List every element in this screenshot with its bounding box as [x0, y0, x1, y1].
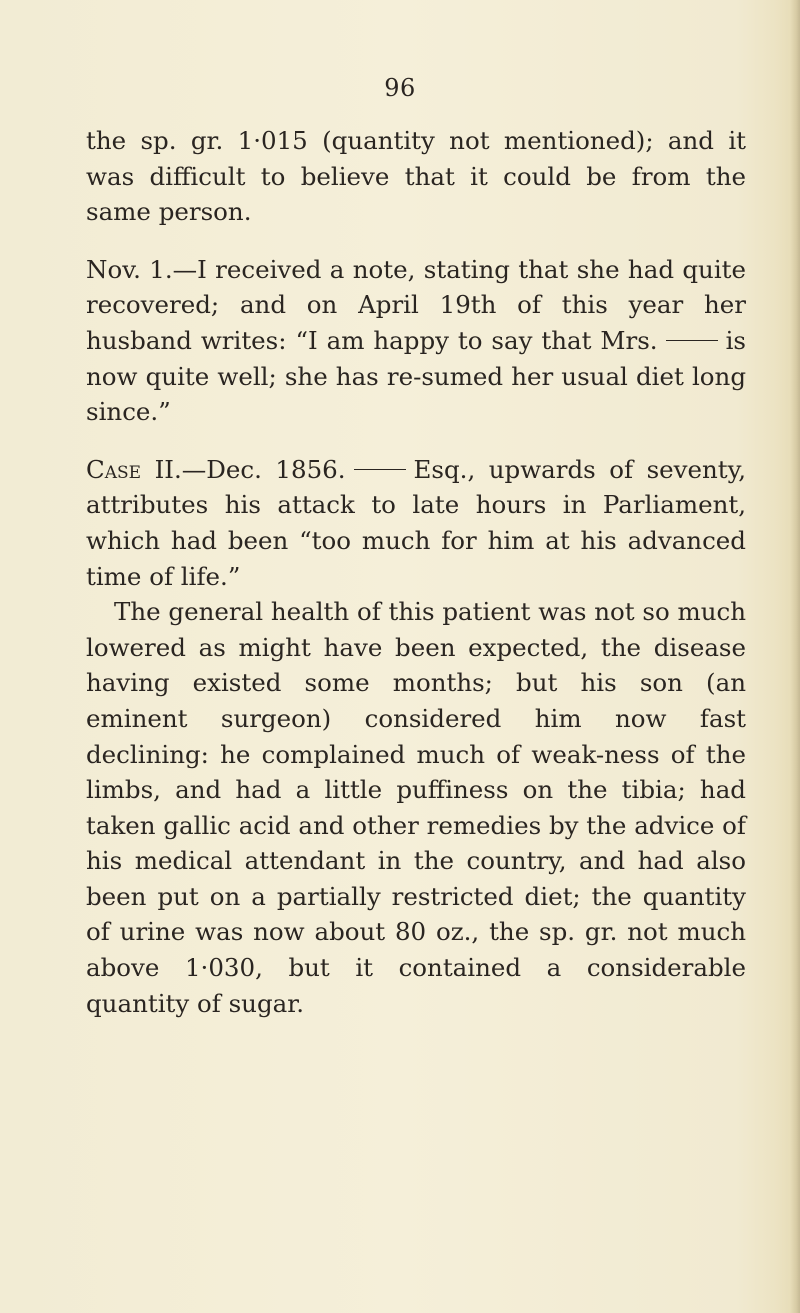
name-omitted-dash — [666, 340, 718, 341]
page-edge-shadow — [790, 0, 800, 1313]
paragraph-4: The general health of this patient was not so much lowered as might have been expected, the disease having existed some months; but his son (an eminent surgeon) considered him now fast declining: he complained much of weak-ness of the limbs, and had a little puffiness on the tibia; had taken gallic acid and other remedies by the advice of his medical attendant in the country, and had also been put on a partially restricted diet; the quantity of urine was now about 80 oz., the sp. gr. not much above 1·030, but it contained a considerable quantity of sugar. — [86, 597, 746, 1018]
paragraph-1: the sp. gr. 1·015 (quantity not mentioned); and it was difficult to believe that it could be from the same person. — [86, 126, 746, 227]
paragraph-2 — [86, 252, 746, 430]
paragraph-2-end: is now quite well; she has re-sumed her usual diet long since.” — [86, 325, 746, 427]
name-omitted-dash — [354, 469, 406, 470]
paragraph-3-end: Esq., upwards of seventy, attributes his attack to late hours in Parliament, which had been “too much for him at his advanced time of life.” — [86, 454, 746, 591]
paragraph-2-start: Nov. 1.—I received a note, stating that she had quite recovered; and on April 19th of this year her husband writes: “I am happy to say that Mrs. — [86, 254, 746, 355]
case-label: Case II. — [86, 454, 182, 484]
page-number: 96 — [384, 74, 416, 102]
paragraph-3 — [86, 452, 746, 594]
body-text — [86, 123, 746, 1021]
case-date: —Dec. 1856. — [181, 454, 346, 484]
